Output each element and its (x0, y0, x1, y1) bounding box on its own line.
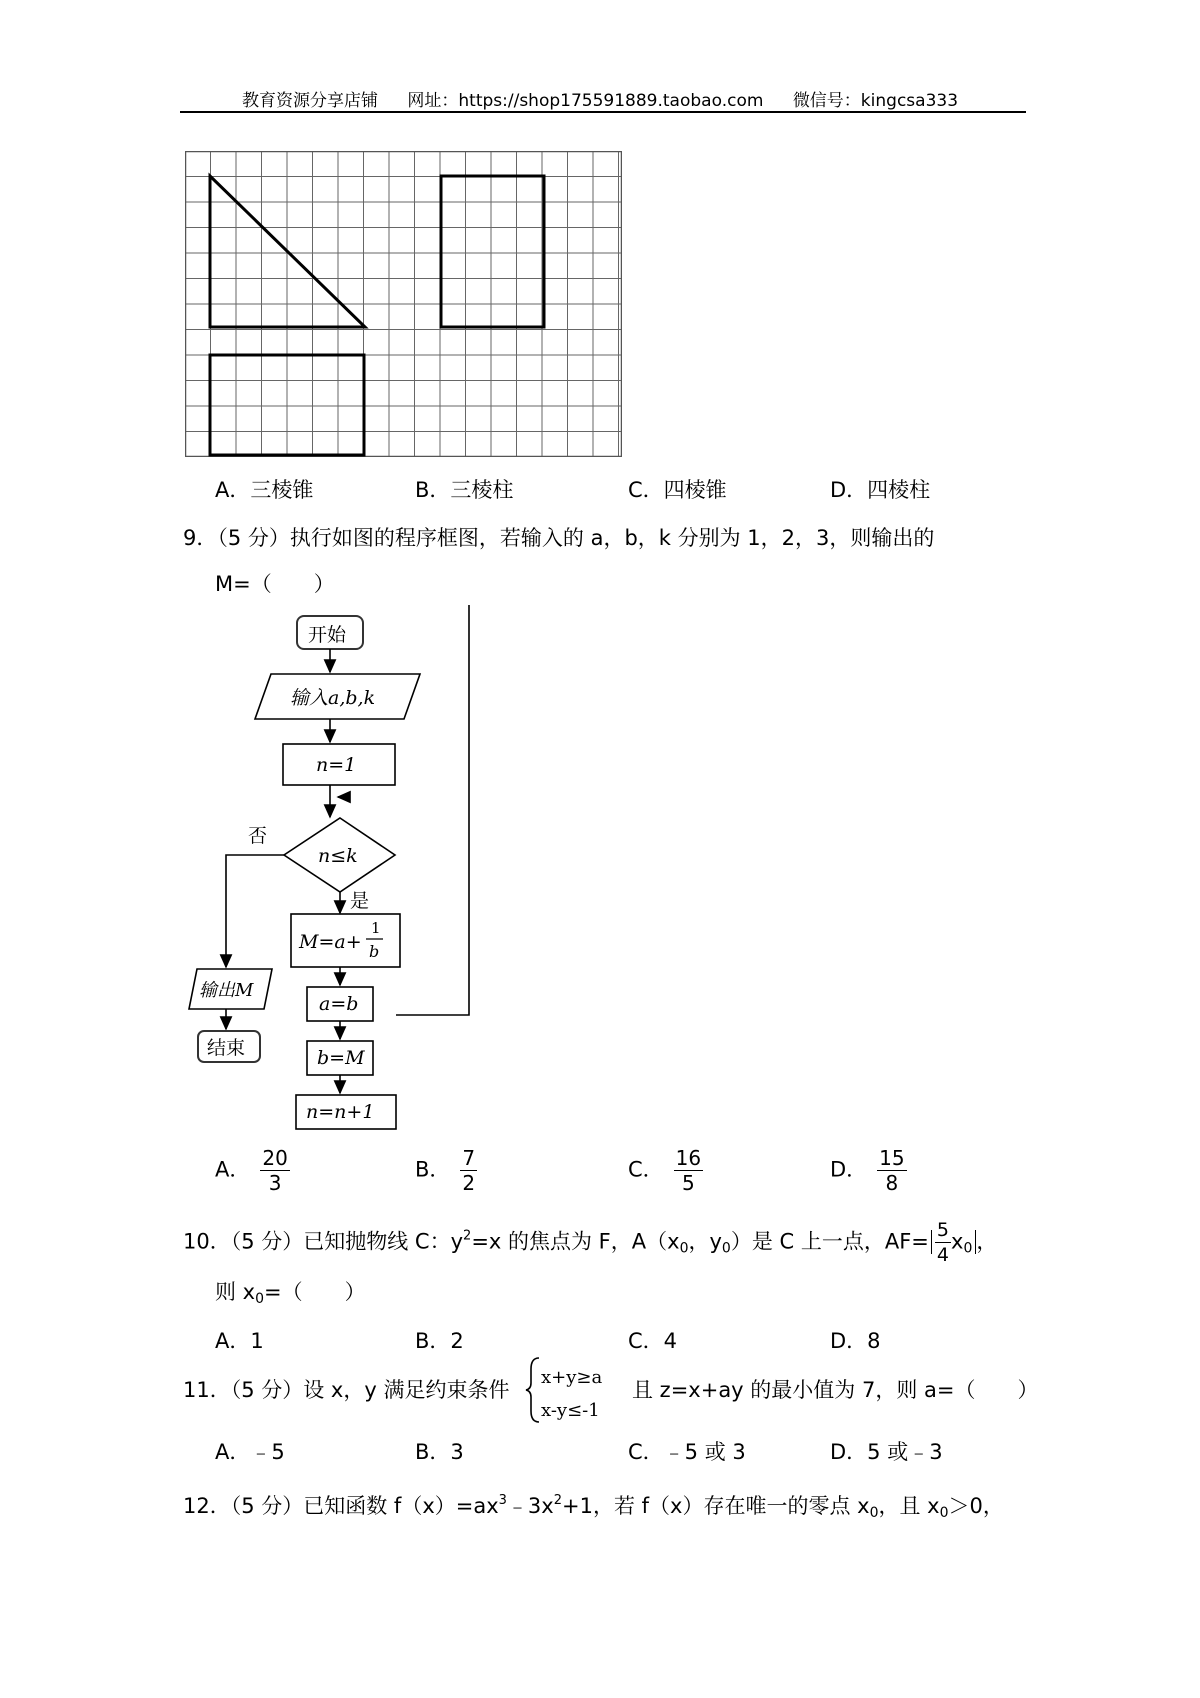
init-label: n=1 (316, 754, 357, 776)
q9-option-b[interactable] (415, 1146, 477, 1195)
option-letter: C． (628, 1157, 664, 1182)
q9-option-c[interactable] (628, 1146, 703, 1195)
shop-url: 网址：https://shop175591889.taobao.com (407, 91, 764, 111)
assign-m-num: 1 (371, 919, 381, 937)
three-view-figure (185, 151, 622, 457)
q9-stem-line1: 9．（5 分）执行如图的程序框图，若输入的 a，b，k 分别为 1，2，3，则输出的 (183, 526, 935, 550)
q12-stem-line1: 12．（5 分）已知函数 $f(x)=ax^3﹣3x^2+1$，若 f（x）存在唯一的零点 $x_0$，且 $x_0>0$， (183, 1493, 1004, 1521)
q11-option-a[interactable]: A．﹣5 (215, 1440, 285, 1464)
flowchart (180, 605, 480, 1145)
q11-stem-suffix: 且 z=x+ay 的最小值为 7，则 a=（ ） (632, 1378, 1039, 1402)
q11-option-d[interactable]: D．5 或﹣3 (830, 1440, 943, 1464)
condition-label: n≤k (318, 845, 358, 867)
q10-option-d[interactable]: D．8 (830, 1329, 881, 1353)
q9-stem-line2: M=（ ） (215, 572, 335, 596)
assign-b-label: b=M (317, 1047, 365, 1069)
constraint-2: x-y≤-1 (541, 1400, 600, 1421)
left-brace (526, 1358, 539, 1422)
constraint-system (525, 1355, 635, 1425)
q10-option-c[interactable]: C．4 (628, 1329, 678, 1353)
q9-option-a[interactable] (215, 1146, 290, 1195)
option-letter: A． (215, 1157, 251, 1182)
yes-label: 是 (350, 890, 370, 912)
q8-option-d[interactable]: D．四棱柱 (830, 478, 931, 502)
assign-a-label: a=b (319, 993, 359, 1015)
option-fraction: $\frac{16}{5}$ (675, 1146, 702, 1195)
q8-option-c[interactable]: C．四棱锥 (628, 478, 727, 502)
page-header (0, 86, 1200, 111)
q8-option-a[interactable]: A．三棱锥 (215, 478, 314, 502)
q11-stem-prefix: 11．（5 分）设 x，y 满足约束条件 (183, 1378, 510, 1402)
q11-option-c[interactable]: C．﹣5 或 3 (628, 1440, 746, 1464)
q10-stem-line2: 则 $x_0=$（ ） (215, 1280, 366, 1307)
increment-label: n=n+1 (306, 1101, 375, 1123)
assign-m-den: b (369, 942, 380, 961)
wechat-id: 微信号：kingcsa333 (792, 91, 959, 111)
start-label: 开始 (308, 624, 347, 646)
output-label: 输出M (199, 980, 254, 1001)
grid-lines (185, 151, 621, 456)
q8-option-b[interactable]: B．三棱柱 (415, 478, 514, 502)
option-letter: B． (415, 1157, 451, 1182)
no-label: 否 (248, 825, 268, 847)
abs-fraction: $\frac{5}{4}$ (936, 1219, 949, 1266)
constraint-1: x+y≥a (541, 1367, 603, 1388)
option-fraction: $\frac{15}{8}$ (879, 1146, 905, 1195)
q10-option-b[interactable]: B．2 (415, 1329, 464, 1353)
header-rule (180, 111, 1026, 113)
q10-option-a[interactable]: A．1 (215, 1329, 264, 1353)
q9-option-d[interactable] (830, 1146, 907, 1195)
q11-option-b[interactable]: B．3 (415, 1440, 464, 1464)
q10-stem-line1: 10．（5 分）已知抛物线 C：$y^2=x$ 的焦点为 F，$A(x_0$，$y_0$）是 C 上一点，AF= $\frac{5}{4}$ $x_0$ ， (183, 1219, 998, 1266)
input-label: 输入a,b,k (290, 687, 376, 709)
shop-name: 教育资源分享店铺 (241, 91, 378, 111)
assign-m-label: M=a+ (299, 931, 362, 953)
option-fraction: $\frac{20}{3}$ (262, 1146, 288, 1195)
option-letter: D． (830, 1157, 868, 1182)
end-label: 结束 (207, 1037, 246, 1059)
option-fraction: $\frac{7}{2}$ (462, 1146, 476, 1195)
